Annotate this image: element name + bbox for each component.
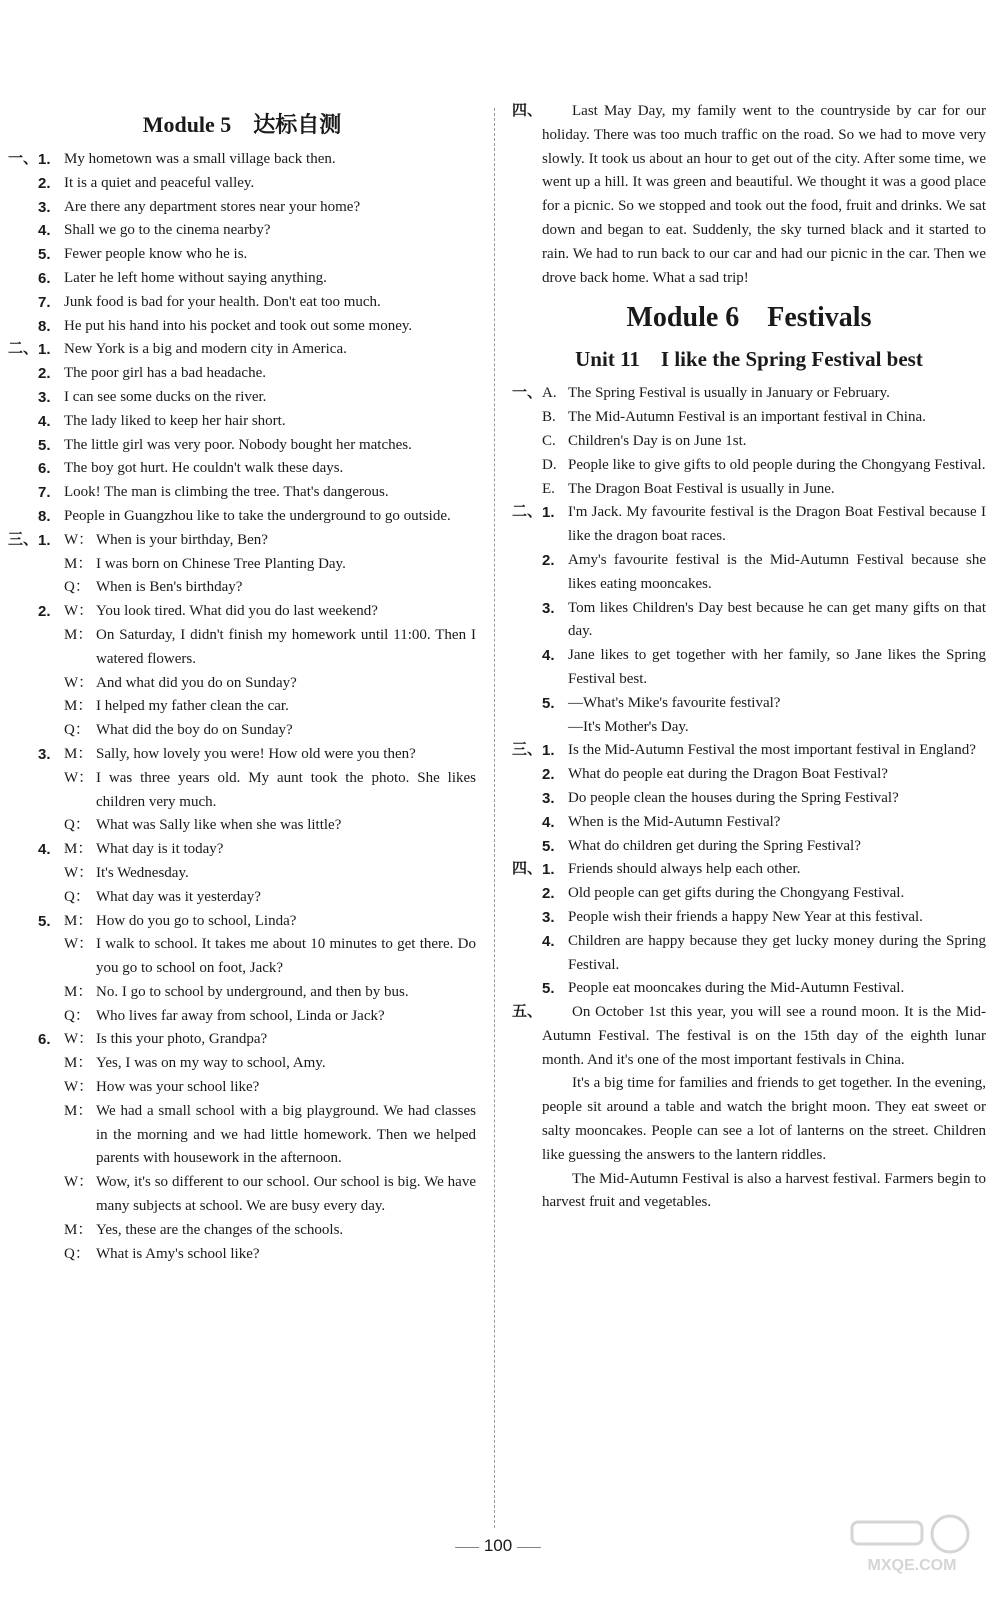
answer-line: What do children get during the Spring Festival? [568, 837, 861, 854]
item-number: 7. [38, 484, 51, 502]
answer-line: Amy's favourite festival is the Mid-Autumn Festival because she likes eating mooncakes. [568, 551, 986, 592]
speaker: W： [64, 1031, 94, 1048]
dialogue [8, 1028, 476, 1266]
module6-title: Module 6 Festivals [626, 302, 872, 334]
column-divider [494, 108, 495, 1528]
item-number: 3. [38, 388, 51, 406]
dialogue-line: Who lives far away from school, Linda or Jack? [96, 1007, 385, 1024]
speaker: W： [64, 674, 94, 691]
item-number: 5. [38, 246, 51, 264]
answer-line: People like to give gifts to old people during the Chongyang Festival. [568, 456, 986, 473]
speaker: W： [64, 936, 94, 953]
page-footer: —— 100 —— [455, 1536, 541, 1555]
answer-line: Children are happy because they get lucky money during the Spring Festival. [568, 932, 986, 973]
answer-line: Jane likes to get together with her family, so Jane likes the Spring Festival best. [568, 647, 986, 687]
speaker: Q： [64, 1007, 90, 1024]
item-number: 5. [542, 694, 555, 712]
answer-line: Look! The man is climbing the tree. That's dangerous. [64, 484, 389, 501]
answer-line: I'm Jack. My favourite festival is the Dragon Boat Festival because I like the dragon boat races. [568, 504, 986, 545]
answer-line: New York is a big and modern city in America. [64, 341, 347, 358]
dialogue-line: It's Wednesday. [96, 864, 189, 881]
speaker: M： [64, 555, 93, 572]
item-number: 4. [542, 932, 555, 950]
speaker: M： [64, 841, 93, 858]
item-number: 1. [38, 531, 51, 549]
passage-paragraph: The Mid-Autumn Festival is also a harvest festival. Farmers begin to harvest fruit and vegetables. [542, 1170, 986, 1211]
dialogue [8, 600, 476, 743]
answer-line: Children's Day is on June 1st. [568, 432, 747, 449]
answer-line: My hometown was a small village back then. [64, 151, 336, 167]
speaker: W： [64, 531, 94, 548]
watermark-text: MXQE.COM [867, 1557, 957, 1574]
section-label: 二、 [512, 504, 543, 521]
dialogue [8, 910, 476, 1029]
answer-line: He put his hand into his pocket and took out some money. [64, 317, 413, 334]
answer-line: Old people can get gifts during the Chongyang Festival. [568, 885, 905, 902]
item-number: 5. [542, 837, 555, 855]
dialogue-line: What day is it today? [96, 841, 224, 858]
speaker: W： [64, 864, 94, 881]
answer-line: Later he left home without saying anything. [64, 269, 327, 286]
m6-section-4 [512, 858, 986, 1001]
module5-title: Module 5 达标自测 [142, 112, 342, 137]
item-letter: B. [542, 409, 556, 426]
speaker: M： [64, 1102, 93, 1119]
dialogue-line: Yes, these are the changes of the schools. [96, 1221, 344, 1238]
answer-line: Tom likes Children's Day best because he can get many gifts on that day. [568, 599, 986, 640]
dialogue-line: No. I go to school by underground, and then by bus. [96, 983, 409, 1000]
speaker: M： [64, 912, 93, 929]
answer-line: —It's Mother's Day. [568, 718, 689, 735]
item-number: 4. [38, 412, 51, 430]
answer-line: People in Guangzhou like to take the underground to go outside. [64, 507, 451, 524]
answer-line: The Mid-Autumn Festival is an important festival in China. [568, 409, 926, 426]
dialogue-line: When is your birthday, Ben? [96, 531, 268, 548]
item-number: 5. [38, 912, 51, 930]
answer-line: Is the Mid-Autumn Festival the most important festival in England? [568, 742, 976, 759]
answer-line: Junk food is bad for your health. Don't eat too much. [64, 293, 381, 310]
m5-section-3 [8, 529, 476, 1267]
watermark-logo [842, 1508, 982, 1578]
section-label: 三、 [512, 742, 543, 759]
answer-line: People eat mooncakes during the Mid-Autumn Festival. [568, 980, 905, 997]
answer-line: Shall we go to the cinema nearby? [64, 222, 271, 239]
section-label: 四、 [512, 861, 543, 878]
item-number: 2. [542, 766, 555, 784]
speaker: M： [64, 698, 93, 715]
dialogue-line: I was born on Chinese Tree Planting Day. [96, 555, 346, 572]
item-number: 2. [542, 885, 555, 903]
speaker: M： [64, 745, 93, 762]
passage-paragraph: Last May Day, my family went to the countryside by car for our holiday. There was too much traffic on the road. So we had to move very slowly. It took us about an hour to get out of the city. After some time, we went up a hill. It was green and beautiful. We thought it was a good place for a picnic. So we stopped and took out the food, fruit and drinks. We sat down and began to eat. Suddenly, the sky turned black and it started to rain. We had to run back to our car and had our picnic in the car. Then we drove back home. What a sad trip! [542, 103, 986, 286]
item-number: 7. [38, 293, 51, 311]
right-column [512, 100, 986, 1215]
dialogue-line: And what did you do on Sunday? [96, 674, 297, 691]
m6-section-3 [512, 739, 986, 858]
section-label: 二、 [8, 341, 39, 358]
speaker: W： [64, 1079, 94, 1096]
dialogue-line: Wow, it's so different to our school. Our school is big. We have many subjects at school. We are busy every day. [96, 1174, 476, 1215]
speaker: Q： [64, 1245, 90, 1262]
item-letter: D. [542, 456, 557, 473]
dialogue [8, 838, 476, 909]
dialogue-line: Yes, I was on my way to school, Amy. [96, 1055, 326, 1072]
speaker: Q： [64, 579, 90, 596]
dialogue [8, 529, 476, 600]
dialogue-line: I was three years old. My aunt took the photo. She likes children very much. [96, 769, 476, 810]
answer-line: What do people eat during the Dragon Boat Festival? [568, 766, 888, 783]
passage-paragraph: It's a big time for families and friends to get together. In the evening, people sit around a table and watch the bright moon. They eat sweet or salty mooncakes. People can see a lot of lanterns on the street. Children like guessing the answers to the lantern riddles. [542, 1075, 986, 1163]
answer-line: Do people clean the houses during the Spring Festival? [568, 789, 899, 806]
answer-line: —What's Mike's favourite festival? [568, 694, 781, 711]
section-label: 五、 [512, 1004, 543, 1021]
item-number: 5. [542, 980, 555, 998]
answer-line: The little girl was very poor. Nobody bought her matches. [64, 436, 412, 453]
dialogue-line: You look tired. What did you do last weekend? [96, 603, 378, 620]
item-number: 1. [542, 861, 555, 879]
item-letter: C. [542, 432, 556, 449]
answer-line: The poor girl has a bad headache. [64, 365, 266, 382]
item-number: 3. [542, 908, 555, 926]
item-number: 1. [38, 341, 51, 359]
unit11-title: Unit 11 I like the Spring Festival best [575, 347, 923, 372]
dialogue-line: I walk to school. It takes me about 10 minutes to get there. Do you go to school on foot, Jack? [96, 936, 476, 977]
speaker: Q： [64, 722, 90, 739]
passage-paragraph: On October 1st this year, you will see a round moon. It is the Mid-Autumn Festival. The festival is on the 15th day of the eighth lunar month. And it's one of the most important festivals in China. [542, 1004, 986, 1068]
item-number: 6. [38, 460, 51, 478]
item-number: 8. [38, 317, 51, 335]
m6-section-5 [512, 1001, 986, 1215]
dialogue-line: Is this your photo, Grandpa? [96, 1031, 268, 1048]
dialogue-line: On Saturday, I didn't finish my homework until 11:00. Then I watered flowers. [96, 626, 476, 667]
speaker: M： [64, 1221, 93, 1238]
answer-line: The lady liked to keep her hair short. [64, 412, 286, 429]
answer-line: The Dragon Boat Festival is usually in June. [568, 480, 835, 497]
answer-line: Are there any department stores near your home? [64, 198, 361, 215]
answer-line: I can see some ducks on the river. [64, 388, 267, 405]
item-number: 6. [38, 269, 51, 287]
item-number: 2. [542, 551, 555, 569]
item-number: 2. [38, 365, 51, 383]
item-number: 1. [542, 504, 555, 522]
item-number: 3. [38, 198, 51, 216]
answer-line: The boy got hurt. He couldn't walk these days. [64, 460, 344, 477]
speaker: W： [64, 1174, 94, 1191]
dialogue-line: When is Ben's birthday? [96, 579, 243, 596]
item-letter: A. [542, 385, 557, 402]
item-number: 4. [38, 841, 51, 859]
item-letter: E. [542, 480, 555, 497]
dialogue-line: What did the boy do on Sunday? [96, 722, 293, 739]
item-number: 4. [38, 222, 51, 240]
dialogue-line: What was Sally like when she was little? [96, 817, 342, 834]
answer-line: When is the Mid-Autumn Festival? [568, 813, 781, 830]
item-number: 3. [38, 745, 51, 763]
m6-section-1 [512, 382, 986, 501]
item-number: 2. [38, 174, 51, 192]
m6-section-2 [512, 501, 986, 739]
section-label: 三、 [8, 531, 39, 548]
speaker: M： [64, 983, 93, 1000]
item-number: 6. [38, 1031, 51, 1049]
page-number: 100 [483, 1536, 513, 1555]
item-number: 3. [542, 789, 555, 807]
speaker: Q： [64, 817, 90, 834]
dialogue-line: Sally, how lovely you were! How old were you then? [96, 745, 416, 762]
section-label: 四、 [512, 103, 543, 119]
item-number: 2. [38, 603, 51, 621]
item-number: 1. [38, 151, 51, 168]
m5-section-2 [8, 338, 476, 528]
speaker: M： [64, 626, 93, 643]
dialogue-line: How do you go to school, Linda? [96, 912, 297, 929]
speaker: M： [64, 1055, 93, 1072]
item-number: 4. [542, 647, 555, 665]
answer-line: It is a quiet and peaceful valley. [64, 174, 255, 191]
dialogue-line: I helped my father clean the car. [96, 698, 289, 715]
item-number: 5. [38, 436, 51, 454]
dialogue-line: What is Amy's school like? [96, 1245, 260, 1262]
section-label: 一、 [512, 385, 543, 402]
dialogue-line: We had a small school with a big playground. We had classes in the morning and we had little homework. Then we helped parents with housework in the afternoon. [96, 1102, 476, 1167]
section-label: 一、 [8, 151, 39, 167]
left-column [8, 100, 476, 1266]
item-number: 3. [542, 599, 555, 617]
answer-line: Fewer people know who he is. [64, 246, 248, 263]
dialogue-line: How was your school like? [96, 1079, 260, 1096]
speaker: W： [64, 769, 94, 786]
speaker: W： [64, 603, 94, 620]
speaker: Q： [64, 888, 90, 905]
answer-line: The Spring Festival is usually in January or February. [568, 385, 890, 402]
item-number: 4. [542, 813, 555, 831]
m5-section-1 [8, 148, 476, 338]
answer-line: People wish their friends a happy New Year at this festival. [568, 908, 923, 925]
item-number: 8. [38, 507, 51, 525]
dialogue [8, 743, 476, 838]
m5-section-4 [512, 100, 986, 290]
answer-line: Friends should always help each other. [568, 861, 801, 878]
dialogue-line: What day was it yesterday? [96, 888, 261, 905]
item-number: 1. [542, 742, 555, 760]
